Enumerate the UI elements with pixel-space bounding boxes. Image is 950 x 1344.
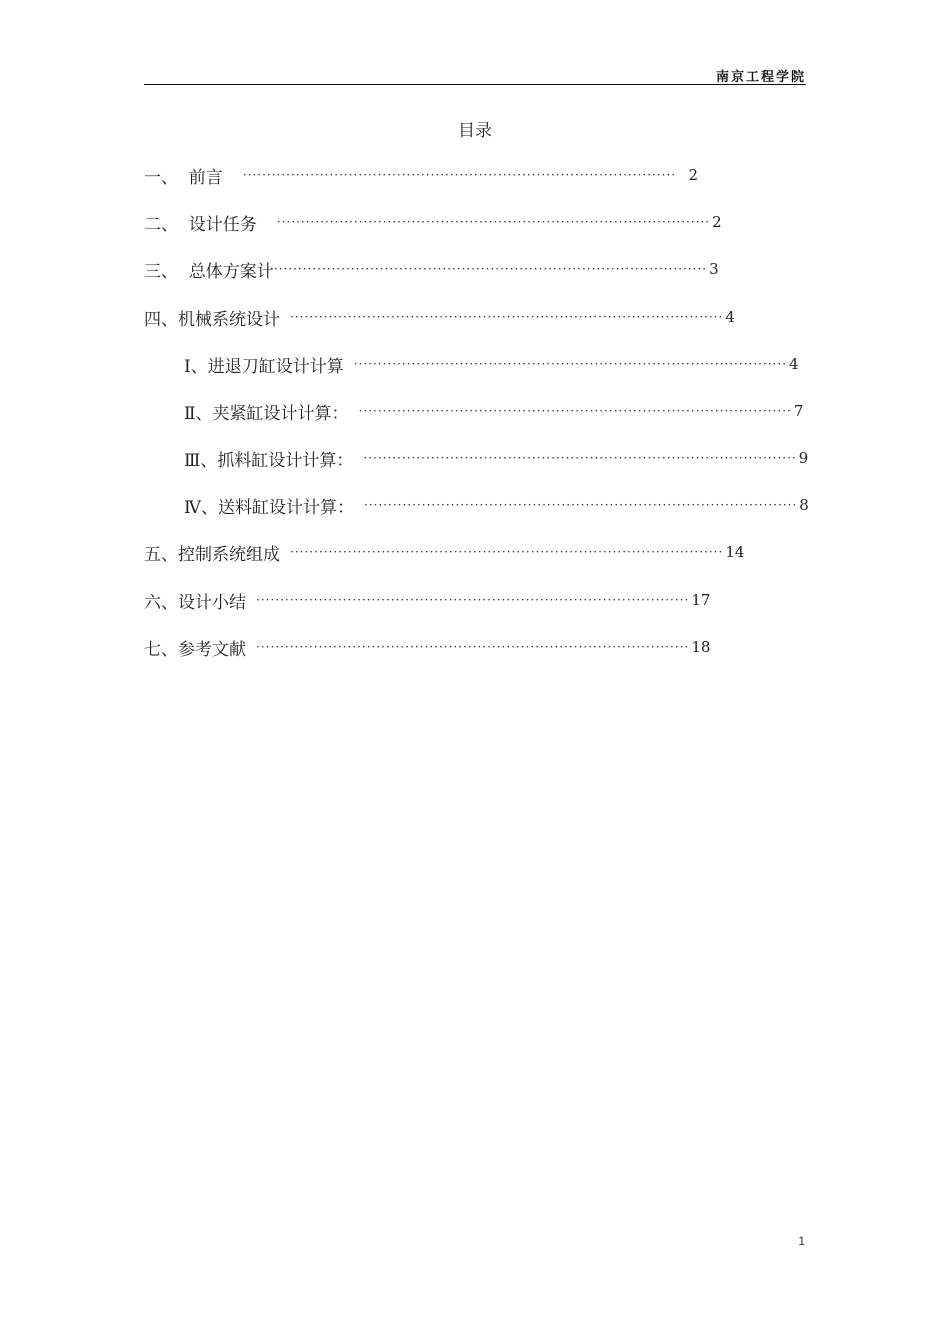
- toc-entry-label: Ⅲ、抓料缸设计计算：: [184, 450, 354, 471]
- toc-leader-dots: ··························································································: [358, 404, 792, 418]
- toc-entry-page: 3: [709, 260, 719, 278]
- toc-entry-label: 六、设计小结: [144, 592, 246, 613]
- toc-entry-label: 七、参考文献: [144, 639, 246, 660]
- toc-entry[interactable]: [144, 540, 745, 565]
- toc-leader-dots: ··························································································: [256, 640, 690, 654]
- toc-entry-label: 五、控制系统组成: [144, 544, 280, 565]
- toc-leader-dots: ··························································································: [273, 262, 708, 276]
- toc-entry-page: 2: [712, 213, 722, 231]
- toc-leader-dots: ··························································································: [363, 498, 798, 512]
- toc-entry-label: 二、 设计任务: [144, 214, 257, 235]
- toc-leader-dots: ··························································································: [256, 593, 690, 607]
- toc-leader-dots: ··························································································: [353, 357, 788, 371]
- toc-entry-page: 17: [691, 591, 711, 609]
- toc-entry-label: Ⅰ、进退刀缸设计计算: [184, 356, 344, 377]
- toc-entry[interactable]: [144, 210, 722, 235]
- toc-entry-page: 2: [688, 166, 698, 184]
- toc-entry[interactable]: [184, 399, 804, 424]
- toc-entry[interactable]: [144, 163, 698, 187]
- toc-entry[interactable]: [184, 352, 799, 377]
- header-school-name: 南京工程学院: [715, 70, 806, 85]
- toc-entry-label: 四、机械系统设计: [144, 309, 280, 330]
- toc-entry[interactable]: [144, 257, 719, 282]
- toc-entry-label: 三、 总体方案计: [144, 261, 274, 282]
- toc-entry-page: 7: [793, 402, 804, 420]
- toc-leader-dots: ··························································································: [242, 168, 677, 182]
- toc-leader-dots: ··························································································: [290, 545, 724, 559]
- toc-entry[interactable]: [144, 588, 711, 613]
- toc-entry-page: 9: [798, 449, 809, 467]
- page-number: 1: [798, 1234, 805, 1248]
- toc-entry[interactable]: [184, 493, 809, 518]
- toc-entry-label: 一、 前言: [144, 167, 223, 188]
- toc-entry-page: 4: [725, 308, 735, 326]
- toc-entry-label: Ⅱ、夹紧缸设计计算：: [184, 403, 349, 424]
- toc-entry-page: 14: [725, 543, 745, 561]
- toc-entry[interactable]: [144, 635, 711, 660]
- toc-entry[interactable]: [144, 305, 735, 330]
- toc-leader-dots: ··························································································: [276, 215, 711, 229]
- toc-entry-page: 8: [799, 496, 809, 514]
- toc-entry-page: 18: [691, 638, 711, 656]
- toc-leader-dots: ··························································································: [290, 310, 724, 324]
- toc-entry[interactable]: [184, 446, 809, 471]
- toc-leader-dots: ··························································································: [363, 451, 797, 465]
- toc-entry-page: 4: [789, 355, 799, 373]
- toc-entry-label: Ⅳ、送料缸设计计算：: [184, 497, 354, 518]
- toc-title: 目录: [458, 121, 492, 141]
